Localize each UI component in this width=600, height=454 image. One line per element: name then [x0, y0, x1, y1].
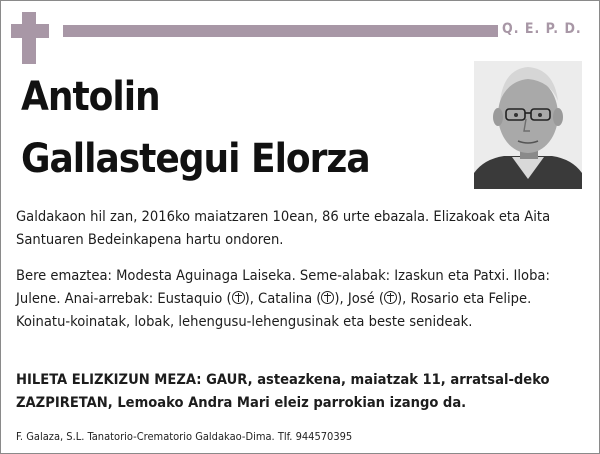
- header-rule: [63, 25, 498, 37]
- family-text-c: ), José (: [334, 290, 384, 307]
- family-text-b: ), Catalina (: [244, 290, 322, 307]
- family-text-a: Bere emaztea: Modesta Aguinaga Laiseka. Seme-alabak: Izaskun eta Patxi. Iloba: Julene. Anai-arrebak: Eustaquio (: [16, 267, 550, 307]
- circled-cross-icon: [384, 291, 397, 304]
- family-list: [16, 264, 584, 333]
- qepd-label: Q. E. P. D.: [502, 21, 582, 37]
- deceased-surname: Gallastegui Elorza: [21, 136, 370, 182]
- funeral-home-footer: F. Galaza, S.L. Tanatorio-Crematorio Galdakao-Dima. Tlf. 944570395: [16, 430, 353, 443]
- latin-cross-icon: [11, 12, 49, 64]
- death-announcement: Galdakaon hil zan, 2016ko maiatzaren 10ean, 86 urte ebazala. Elizakoak eta Aita Santuaren Bedeinkapena hartu ondoren.: [16, 208, 551, 248]
- funeral-mass-info: HILETA ELIZKIZUN MEZA: GAUR, asteazkena, maiatzak 11, arratsal-deko ZAZPIRETAN, Lemoako Andra Mari eleiz parrokian izango da.: [16, 371, 550, 411]
- circled-cross-icon: [232, 291, 245, 304]
- circled-cross-icon: [321, 291, 334, 304]
- portrait-photo: [474, 61, 582, 189]
- family-text-d: ), Rosario eta Felipe. Koinatu-koinatak, lobak, lehengusu-lehengusinak eta beste senideak.: [16, 290, 532, 330]
- deceased-first-name: Antolin: [21, 74, 160, 120]
